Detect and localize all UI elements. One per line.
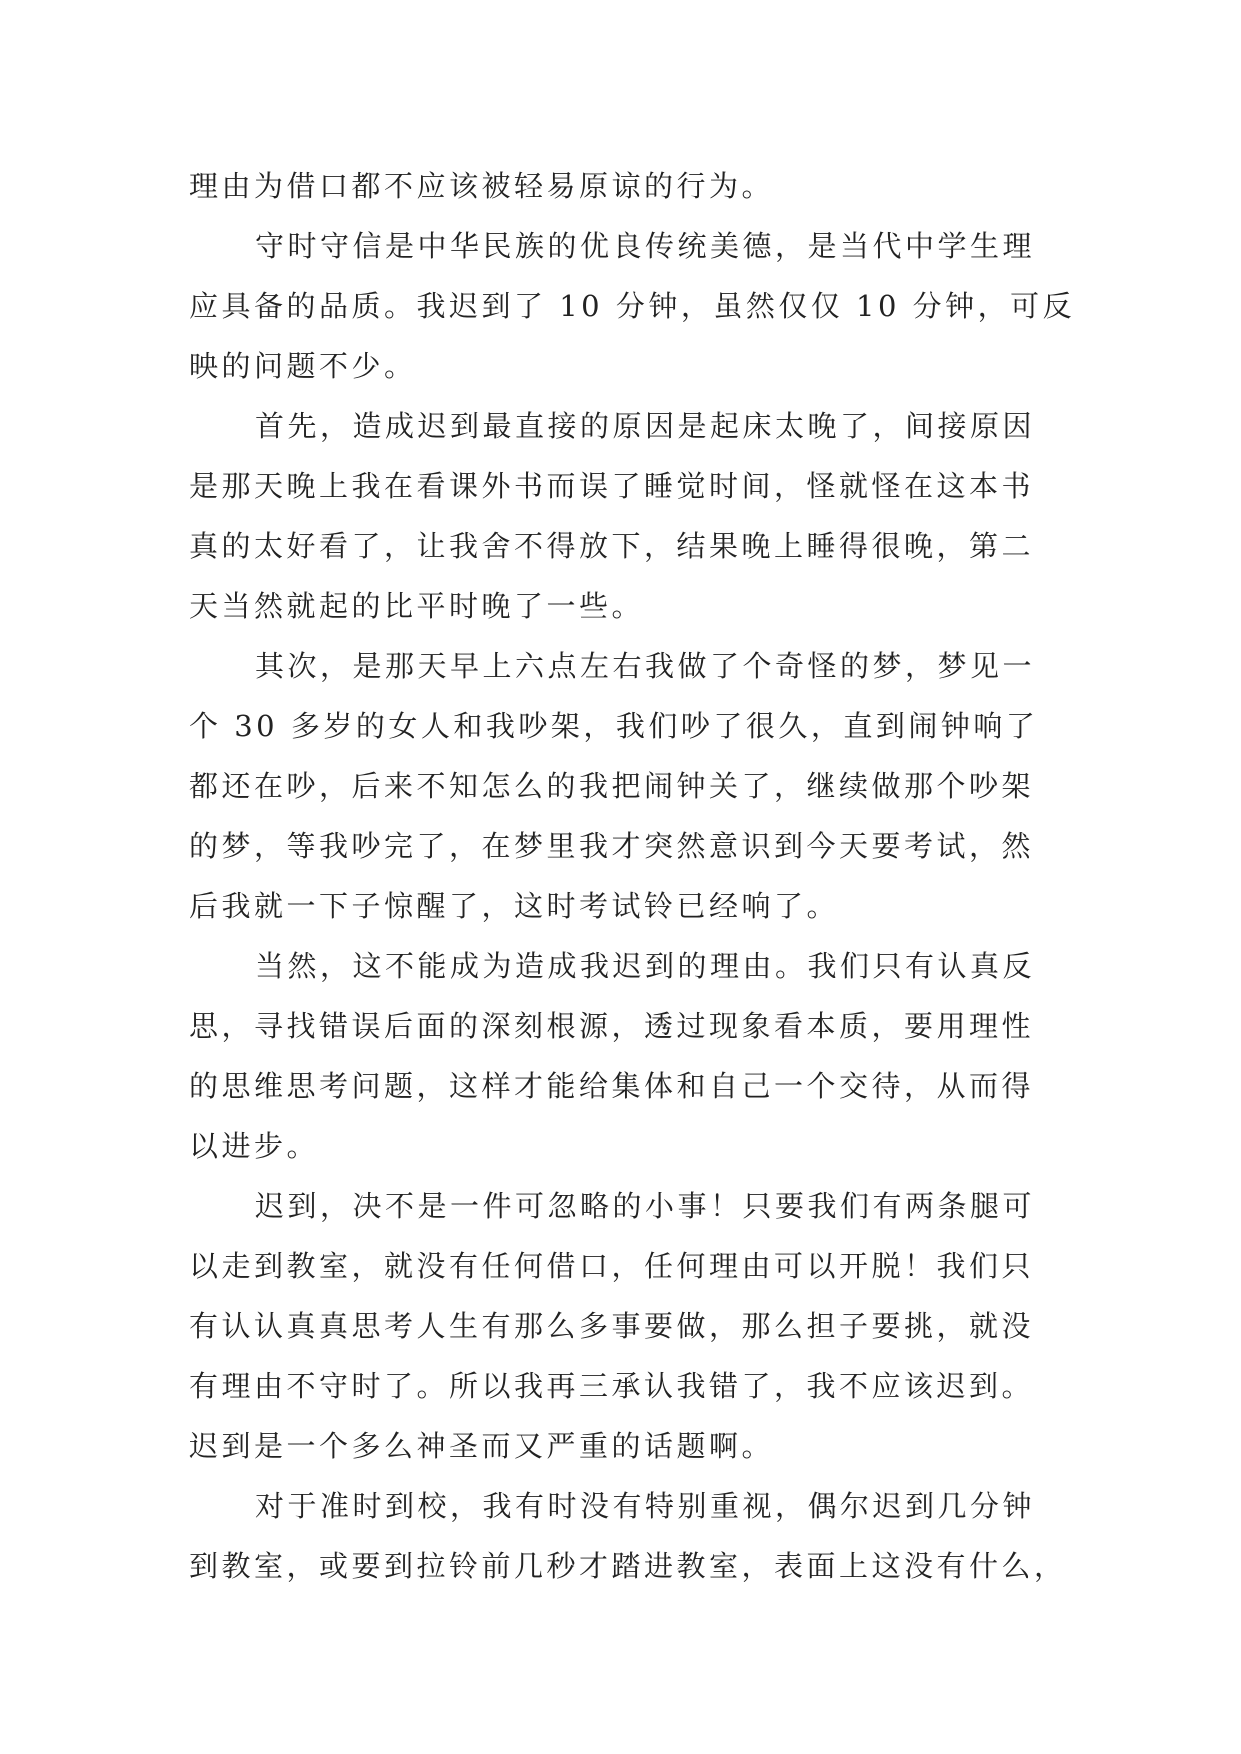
text-line: 后我就一下子惊醒了，这时考试铃已经响了。 bbox=[189, 889, 840, 923]
text-line: 迟到是一个多么神圣而又严重的话题啊。 bbox=[189, 1429, 775, 1463]
text-line: 守时守信是中华民族的优良传统美德，是当代中学生理 bbox=[255, 229, 1036, 263]
text-line: 迟到，决不是一件可忽略的小事！只要我们有两条腿可 bbox=[255, 1189, 1036, 1223]
text-line: 个 30 多岁的女人和我吵架，我们吵了很久，直到闹钟响了 bbox=[189, 709, 1039, 743]
text-line: 以进步。 bbox=[189, 1129, 320, 1163]
text-line: 有理由不守时了。所以我再三承认我错了，我不应该迟到。 bbox=[189, 1369, 1035, 1403]
text-line: 以走到教室，就没有任何借口，任何理由可以开脱！我们只 bbox=[189, 1249, 1035, 1283]
text-line: 的思维思考问题，这样才能给集体和自己一个交待，从而得 bbox=[189, 1069, 1035, 1103]
text-line: 的梦，等我吵完了，在梦里我才突然意识到今天要考试，然 bbox=[189, 829, 1035, 863]
text-line: 有认认真真思考人生有那么多事要做，那么担子要挑，就没 bbox=[189, 1309, 1035, 1343]
text-line: 天当然就起的比平时晚了一些。 bbox=[189, 589, 645, 623]
text-line: 当然，这不能成为造成我迟到的理由。我们只有认真反 bbox=[255, 949, 1036, 983]
text-line: 理由为借口都不应该被轻易原谅的行为。 bbox=[189, 169, 775, 203]
text-line: 真的太好看了，让我舍不得放下，结果晚上睡得很晚，第二 bbox=[189, 529, 1035, 563]
text-line: 其次，是那天早上六点左右我做了个奇怪的梦，梦见一 bbox=[255, 649, 1036, 683]
text-line: 映的问题不少。 bbox=[189, 349, 417, 383]
document-body bbox=[189, 156, 1076, 1596]
text-line: 首先，造成迟到最直接的原因是起床太晚了，间接原因 bbox=[255, 409, 1036, 443]
text-line: 思，寻找错误后面的深刻根源，透过现象看本质，要用理性 bbox=[189, 1009, 1035, 1043]
text-line: 到教室，或要到拉铃前几秒才踏进教室，表面上这没有什么， bbox=[189, 1549, 1067, 1583]
text-line: 都还在吵，后来不知怎么的我把闹钟关了，继续做那个吵架 bbox=[189, 769, 1035, 803]
text-line: 应具备的品质。我迟到了 10 分钟，虽然仅仅 10 分钟，可反 bbox=[189, 289, 1076, 323]
text-line: 对于准时到校，我有时没有特别重视，偶尔迟到几分钟 bbox=[255, 1489, 1036, 1523]
text-line: 是那天晚上我在看课外书而误了睡觉时间，怪就怪在这本书 bbox=[189, 469, 1035, 503]
